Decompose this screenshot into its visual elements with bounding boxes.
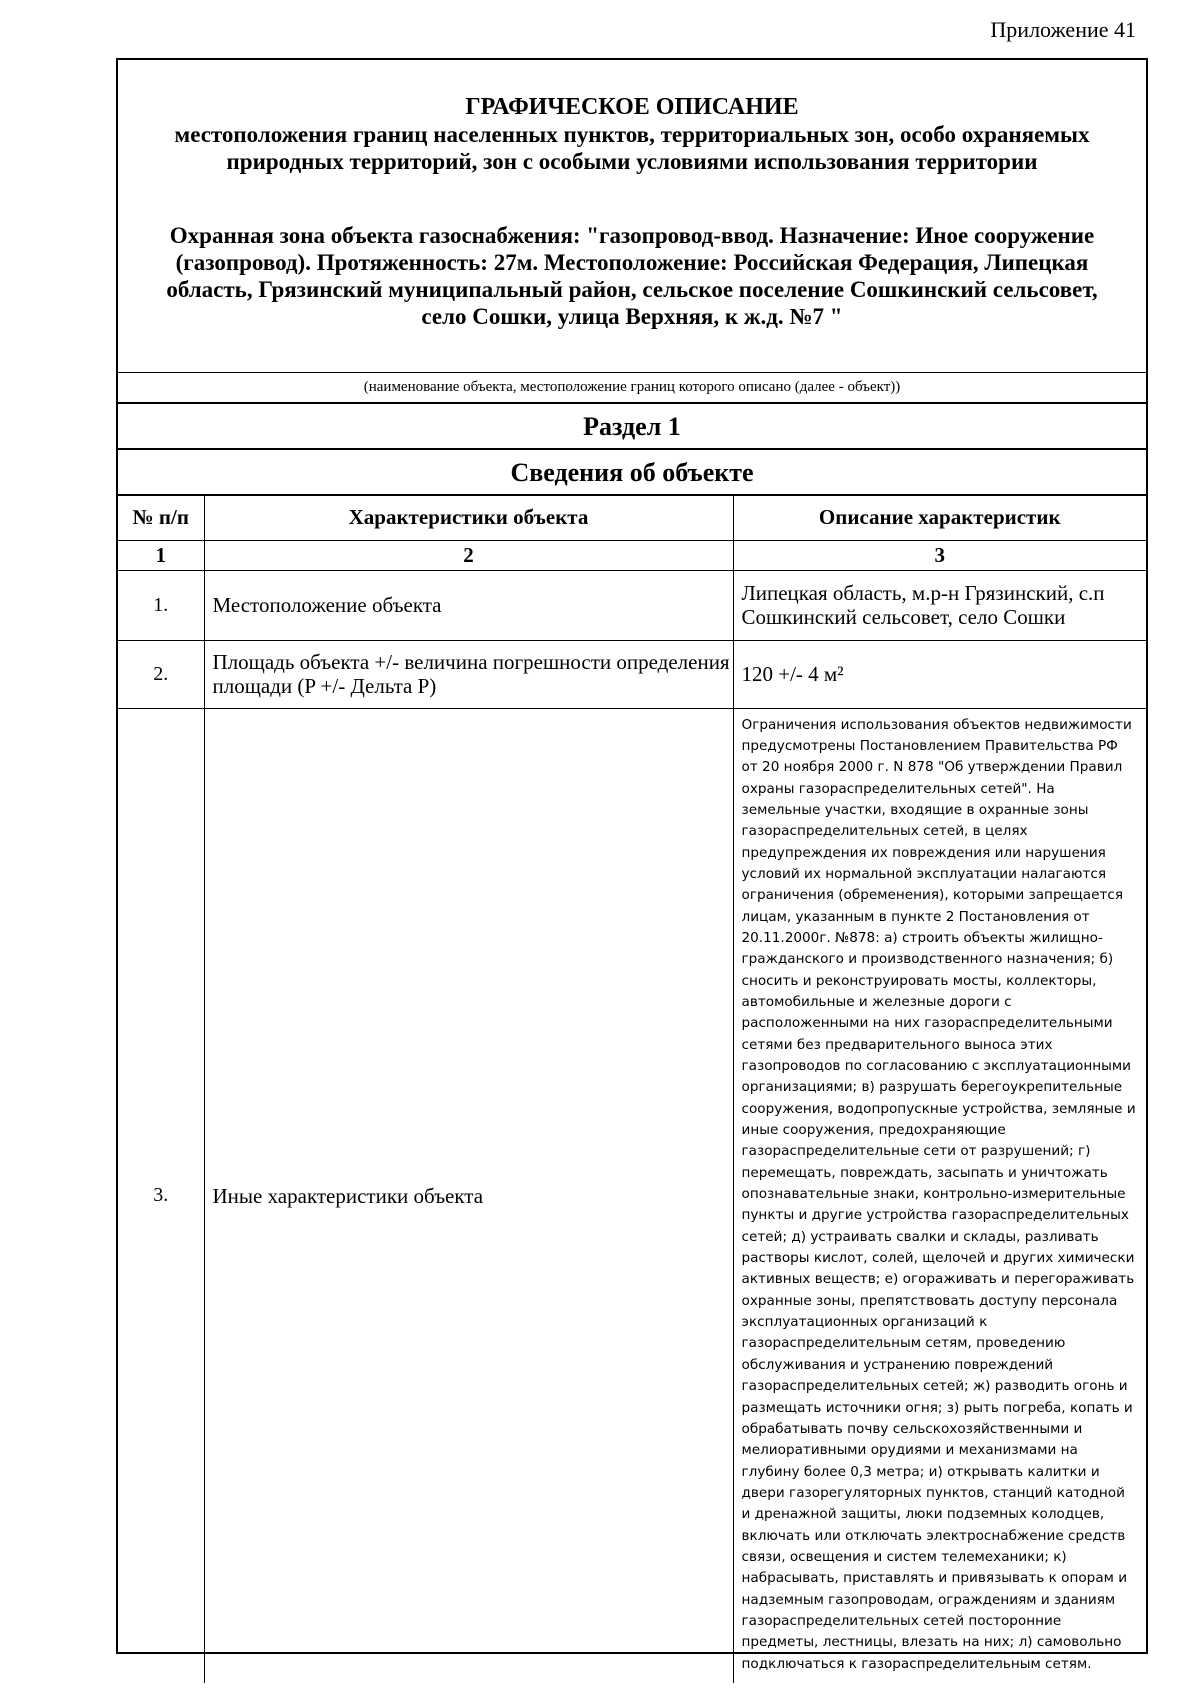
row-characteristic: Местоположение объекта — [204, 570, 733, 640]
row-description: 120 +/- 4 м² — [733, 640, 1146, 708]
column-number-2: 2 — [204, 540, 733, 570]
row-characteristic: Площадь объекта +/- величина погрешности определения площади (P +/- Дельта P) — [204, 640, 733, 708]
document-subtitle: местоположения границ населенных пунктов, территориальных зон, особо охраняемых природных территорий, зон с особыми условиями использования территории — [174, 122, 1090, 174]
document-title: ГРАФИЧЕСКОЕ ОПИСАНИЕ — [465, 94, 799, 120]
row-number: 3. — [118, 708, 204, 1683]
object-description: Охранная зона объекта газоснабжения: "газопровод-ввод. Назначение: Иное сооружение (газопровод). Протяженность: 27м. Местоположение: Российская Федерация, Липецкая область, Грязинский муниципальный район, сельское поселение Сошкинский сельсовет, село Сошки, улица Верхняя, к ж.д. №7 " — [166, 223, 1098, 329]
column-number-1: 1 — [118, 540, 204, 570]
section-subtitle: Сведения об объекте — [118, 450, 1146, 496]
header-characteristic: Характеристики объекта — [204, 496, 733, 540]
document-frame — [116, 58, 1148, 1672]
header-number: № п/п — [118, 496, 204, 540]
appendix-label: Приложение 41 — [990, 17, 1136, 42]
table-row — [118, 708, 1146, 1683]
column-number-3: 3 — [733, 540, 1146, 570]
row-number: 1. — [118, 570, 204, 640]
object-caption: (наименование объекта, местоположение границ которого описано (далее - объект)) — [118, 372, 1146, 404]
row-number: 2. — [118, 640, 204, 708]
row-description: Липецкая область, м.р-н Грязинский, с.п Сошкинский сельсовет, село Сошки — [733, 570, 1146, 640]
object-properties-table — [118, 496, 1146, 1683]
table-header-row — [118, 496, 1146, 540]
row-description: Ограничения использования объектов недвижимости предусмотрены Постановлением Правительства РФ от 20 ноября 2000 г. N 878 "Об утверждении Правил охраны газораспределительных сетей". На земельные участки, входящие в охранные зоны газораспределительных сетей, в целях предупреждения их повреждения или нарушения условий их нормальной эксплуатации налагаются ограничения (обременения), которыми запрещается лицам, указанным в пункте 2 Постановления от 20.11.2000г. №878: а) строить объекты жилищно-гражданского и производственного назначения; б) сносить и реконструировать мосты, коллекторы, автомобильные и железные дороги с расположенными на них газораспределительными сетями без предварительного выноса этих газопроводов по согласованию с эксплуатационными организациями; в) разрушать берегоукрепительные сооружения, водопропускные устройства, земляные и иные сооружения, предохраняющие газораспределительные сети от разрушений; г) перемещать, повреждать, засыпать и уничтожать опознавательные знаки, контрольно-измерительные пункты и другие устройства газораспределительных сетей; д) устраивать свалки и склады, разливать растворы кислот, солей, щелочей и других химически активных веществ; е) огораживать и перегораживать охранные зоны, препятствовать доступу персонала эксплуатационных организаций к газораспределительным сетям, проведению обслуживания и устранению повреждений газораспределительных сетей; ж) разводить огонь и размещать источники огня; з) рыть погреба, копать и обрабатывать почву сельскохозяйственными и мелиоративными орудиями и механизмами на глубину более 0,3 метра; и) открывать калитки и двери газорегуляторных пунктов, станций катодной и дренажной защиты, люки подземных колодцев, включать или отключать электроснабжение средств связи, освещения и систем телемеханики; к) набрасывать, приставлять и привязывать к опорам и надземным газопроводам, ограждениям и зданиям газораспределительных сетей посторонние предметы, лестницы, влезать на них; л) самовольно подключаться к газораспределительным сетям. — [733, 708, 1146, 1683]
table-row — [118, 570, 1146, 640]
section-title: Раздел 1 — [118, 404, 1146, 450]
column-number-row — [118, 540, 1146, 570]
header-description: Описание характеристик — [733, 496, 1146, 540]
document-header — [118, 60, 1146, 372]
row-characteristic: Иные характеристики объекта — [204, 708, 733, 1683]
table-row — [118, 640, 1146, 708]
